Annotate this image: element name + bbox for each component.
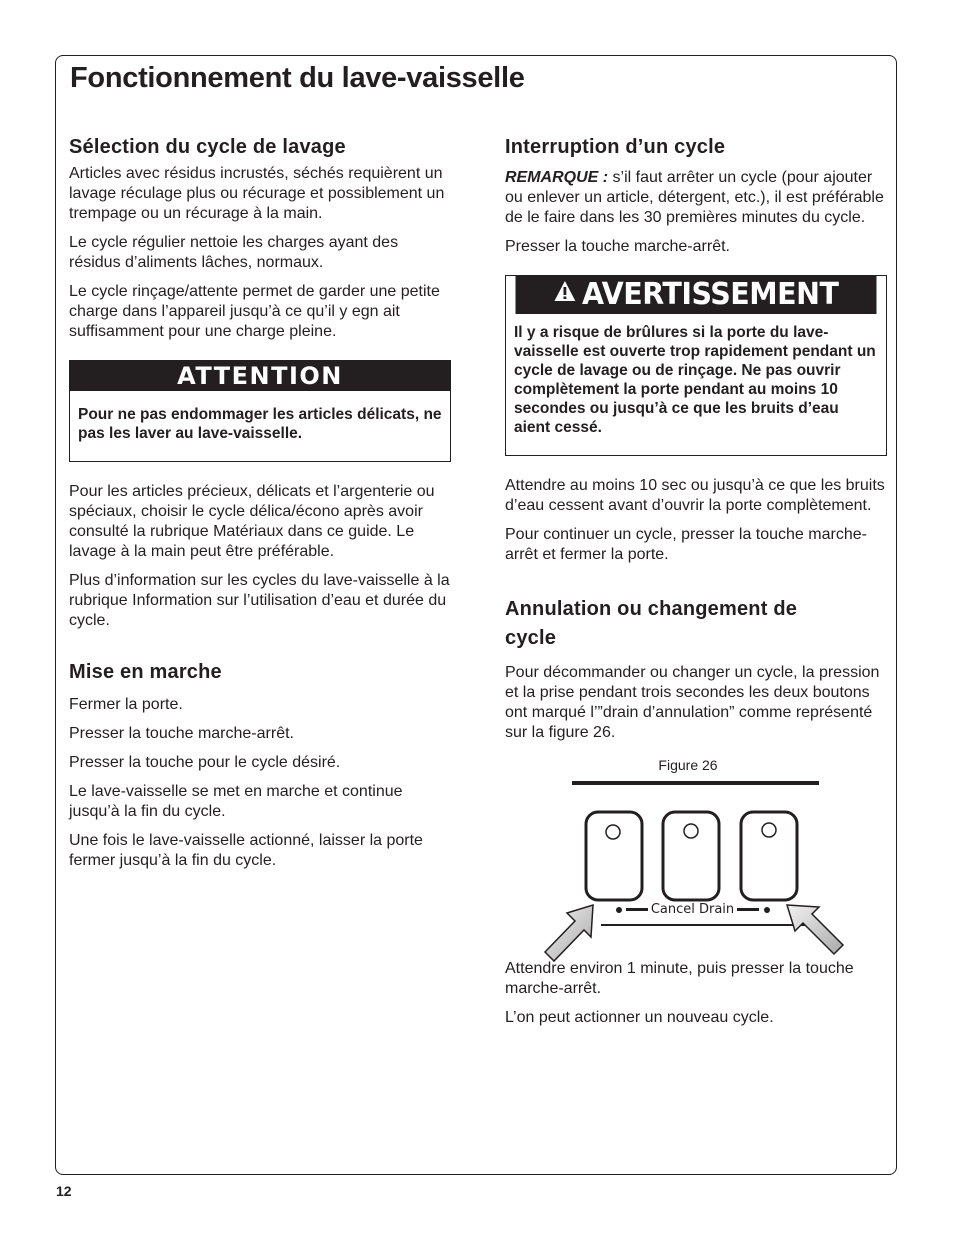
indicator-dot (764, 907, 770, 913)
section-heading-start: Mise en marche (69, 661, 222, 683)
panel-button (663, 812, 719, 900)
remark-label: REMARQUE : (505, 169, 609, 186)
panel-button (586, 812, 642, 900)
indicator-dot (616, 907, 622, 913)
attention-box (69, 360, 451, 462)
paragraph: Le cycle régulier nettoie les charges ayant des résidus d’aliments lâches, normaux. (69, 234, 399, 271)
paragraph: Pour les articles précieux, délicats et l’argenterie ou spéciaux, choisir le cycle délica/écono après avoir consulté la rubrique Matériaux dans ce guide. Le lavage à la main peut être préférable. (69, 483, 435, 560)
page-title: Fonctionnement du lave-vaisselle (70, 62, 525, 94)
page-number: 12 (56, 1183, 72, 1199)
figure-26 (505, 757, 887, 987)
section-heading-cancel: Annulation ou changement de cycle (505, 598, 798, 649)
paragraph: Une fois le lave-vaisselle actionné, laisser la porte fermer jusqu’à la fin du cycle. (69, 832, 423, 869)
paragraph: Presser la touche pour le cycle désiré. (69, 754, 341, 771)
left-column (69, 134, 451, 880)
paragraph: Le cycle rinçage/attente permet de garder une petite charge dans l’appareil jusqu’à ce qu’il y egn ait suffisamment pour une charge pleine. (69, 283, 440, 340)
section-heading-interrupt: Interruption d’un cycle (505, 136, 726, 158)
paragraph: Le lave-vaisselle se met en marche et continue jusqu’à la fin du cycle. (69, 783, 403, 820)
paragraph: Pour décommander ou changer un cycle, la pression et la prise pendant trois secondes les deux boutons ont marqué l’”drain d’annulation” comme représenté sur la figure 26. (505, 664, 880, 741)
figure-caption: Figure 26 (658, 757, 718, 773)
indicator-line (626, 908, 648, 911)
paragraph: Fermer la porte. (69, 696, 183, 713)
cancel-drain-label: Cancel Drain (650, 902, 735, 917)
press-arrow-right-icon (787, 905, 843, 954)
remark-paragraph (505, 168, 887, 228)
warning-text: Il y a risque de brûlures si la porte du lave-vaisselle est ouverte trop rapidement pendant un cycle de lavage ou de rinçage. Ne pas ouvrir complètement la porte pendant au moins 10 secondes ou jusqu’à ce que les bruits d’eau aient cessé. (514, 324, 876, 436)
paragraph: L’on peut actionner un nouveau cycle. (505, 1009, 774, 1026)
paragraph: Plus d’information sur les cycles du lave-vaisselle à la rubrique Information sur l’utilisation d’eau et durée du cycle. (69, 572, 450, 629)
warning-header (516, 276, 877, 314)
paragraph: Attendre au moins 10 sec ou jusqu’à ce que les bruits d’eau cessent avant d’ouvrir la porte complètement. (505, 477, 885, 514)
panel-top-edge (572, 781, 819, 785)
paragraph: Presser la touche marche-arrêt. (69, 725, 294, 742)
warning-label: AVERTISSEMENT (581, 277, 839, 312)
warning-box (505, 275, 887, 456)
paragraph: Attendre environ 1 minute, puis presser la touche marche-arrêt. (505, 960, 854, 997)
panel-button (741, 812, 797, 900)
indicator-line (737, 908, 759, 911)
attention-label: ATTENTION (70, 361, 450, 391)
paragraph: Pour continuer un cycle, presser la touche marche-arrêt et fermer la porte. (505, 526, 867, 563)
section-heading-selection: Sélection du cycle de lavage (69, 136, 346, 158)
attention-text: Pour ne pas endommager les articles délicats, ne pas les laver au lave-vaisselle. (78, 406, 442, 442)
paragraph: Presser la touche marche-arrêt. (505, 238, 730, 255)
paragraph: Articles avec résidus incrustés, séchés requièrent un lavage réculage plus ou récurage et possiblement un trempage ou un récurage à la main. (69, 165, 445, 222)
right-column (505, 134, 887, 1037)
control-panel-illustration (505, 757, 887, 987)
warning-triangle-icon (553, 274, 576, 312)
press-arrow-left-icon (545, 905, 593, 961)
remark-text: s’il faut arrêter un cycle (pour ajouter ou enlever un article, détergent, etc.), il est préférable de le faire dans les 30 premières minutes du cycle. (505, 169, 884, 226)
